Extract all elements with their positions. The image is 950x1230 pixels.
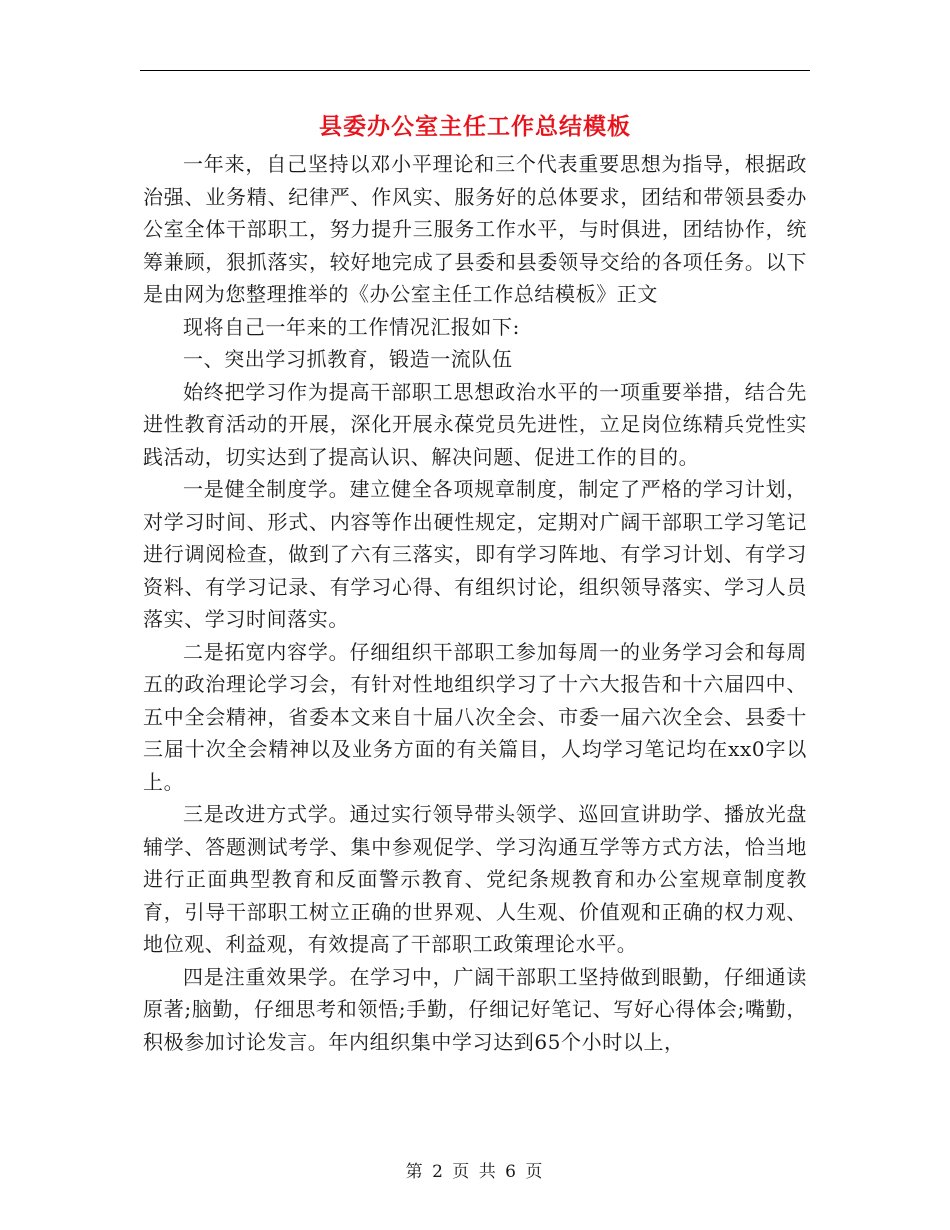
page-number: 第 2 页 共 6 页: [405, 1162, 545, 1182]
paragraph-study: 始终把学习作为提高干部职工思想政治水平的一项重要举措，结合先进性教育活动的开展，深化开展永葆党员先进性，立足岗位练精兵党性实践活动，切实达到了提高认识、解决问题、促进工作的目的。: [143, 379, 807, 469]
header-rule: [140, 70, 810, 71]
paragraph-report: 现将自己一年来的工作情况汇报如下:: [183, 314, 520, 339]
paragraph-item-2: 二是拓宽内容学。仔细组织干部职工参加每周一的业务学习会和每周五的政治理论学习会，有针对性地组织学习了十六大报告和十六届四中、五中全会精神，省委本文来自十届八次全会、市委一届六次全会、县委十三届十次全会精神以及业务方面的有关篇目，人均学习笔记均在xx0字以上。: [143, 639, 807, 794]
section-heading: 一、突出学习抓教育，锻造一流队伍: [183, 347, 513, 371]
paragraph-item-1: 一是健全制度学。建立健全各项规章制度，制定了严格的学习计划，对学习时间、形式、内容等作出硬性规定，定期对广阔干部职工学习笔记进行调阅检查，做到了六有三落实，即有学习阵地、有学习计划、有学习资料、有学习记录、有学习心得、有组织讨论，组织领导落实、学习人员落实、学习时间落实。: [143, 477, 807, 631]
paragraph-item-4: 四是注重效果学。在学习中，广阔干部职工坚持做到眼勤，仔细通读原著;脑勤，仔细思考和领悟;手勤，仔细记好笔记、写好心得体会;嘴勤，积极参加讨论发言。年内组织集中学习达到65个小时以上，: [143, 964, 807, 1054]
document-body: [143, 148, 807, 1058]
paragraph-item-3: 三是改进方式学。通过实行领导带头领学、巡回宣讲助学、播放光盘辅学、答题测试考学、集中参观促学、学习沟通互学等方式方法，恰当地进行正面典型教育和反面警示教育、党纪条规教育和办公室规章制度教育，引导干部职工树立正确的世界观、人生观、价值观和正确的权力观、地位观、利益观，有效提高了干部职工政策理论水平。: [143, 802, 807, 956]
document-title: 县委办公室主任工作总结模板: [319, 114, 631, 140]
paragraph-intro: 一年来，自己坚持以邓小平理论和三个代表重要思想为指导，根据政治强、业务精、纪律严、作风实、服务好的总体要求，团结和带领县委办公室全体干部职工，努力提升三服务工作水平，与时俱进，团结协作，统筹兼顾，狠抓落实，较好地完成了县委和县委领导交给的各项任务。以下是由网为您整理推举的《办公室主任工作总结模板》正文: [143, 152, 807, 306]
